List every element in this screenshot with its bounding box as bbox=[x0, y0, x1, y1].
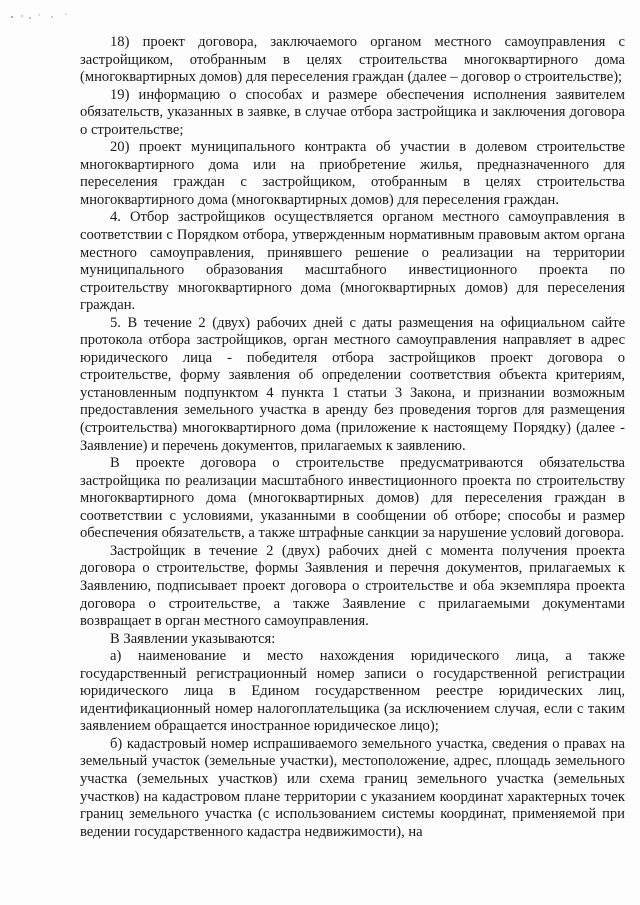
scan-artifact-marks bbox=[8, 8, 78, 22]
application-item-a: а) наименование и место нахождения юридического лица, а также государственный регистрационный номер записи о государственной регистрации юридического лица в Едином государственном реестре юридических лиц, идентификационный номер налогоплательщика (за исключением случая, если с таким заявлением обращается иностранное юридическое лицо); bbox=[80, 648, 625, 735]
list-item-18: 18) проект договора, заключаемого органом местного самоуправления с застройщиком, отобранным в целях строительства многоквартирного дома (многоквартирных домов) для переселения граждан (далее – договор о строительстве); bbox=[80, 34, 625, 86]
application-contents-heading: В Заявлении указываются: bbox=[110, 630, 276, 647]
clause-4: 4. Отбор застройщиков осуществляется органом местного самоуправления в соответствии с Порядком отбора, утвержденным нормативным правовым актом органа местного самоуправления, принявшего решение о реализации на территории муниципального образования масштабного инвестиционного проекта по строительству многоквартирного дома (многоквартирных домов) для переселения граждан. bbox=[80, 209, 625, 314]
list-item-20: 20) проект муниципального контракта об участии в долевом строительстве многоквартирного дома или на приобретение жилья, предназначенного для переселения граждан с застройщиком, отобранным в целях строительства многоквартирного дома (многоквартирных домов) для переселения граждан. bbox=[80, 139, 625, 208]
list-item-19: 19) информацию о способах и размере обеспечения исполнения заявителем обязательств, указанных в заявке, в случае отбора застройщика и заключения договора о строительстве; bbox=[80, 86, 625, 138]
contract-obligations-paragraph: В проекте договора о строительстве предусматриваются обязательства застройщика по реализации масштабного инвестиционного проекта по строительству многоквартирного дома (многоквартирных домов) для переселения граждан в соответствии с условиями, указанными в сообщении об отборе; способы и размер обеспечения обязательств, а также штрафные санкции за нарушение условий договора. bbox=[80, 455, 625, 542]
developer-signing-paragraph: Застройщик в течение 2 (двух) рабочих дней с момента получения проекта договора о строительстве, формы Заявления и перечня документов, прилагаемых к Заявлению, подписывает проект договора о строительстве и оба экземпляра проекта договора о строительстве, а также Заявление с прилагаемыми документами возвращает в орган местного самоуправления. bbox=[80, 542, 625, 630]
clause-5: 5. В течение 2 (двух) рабочих дней с даты размещения на официальном сайте протокола отбора застройщиков, орган местного самоуправления направляет в адрес юридического лица - победителя отбора застройщиков проект договора о строительстве, форму заявления об определении соответствия объекта критериям, установленным подпунктом 4 пункта 1 статьи 3 Закона, и признании возможным предоставления земельного участка в аренду без проведения торгов для размещения (строительства) многоквартирного дома (приложение к настоящему Порядку) (далее - Заявление) и перечень документов, прилагаемых к заявлению. bbox=[80, 314, 625, 454]
document-body bbox=[80, 34, 625, 841]
application-item-b: б) кадастровый номер испрашиваемого земельного участка, сведения о правах на земельный участок (земельные участки), местоположение, адрес, площадь земельного участка (земельных участков) или схема границ земельного участка (земельных участков) на кадастровом плане территории с указанием координат характерных точек границ земельного участка (с использованием системы координат, применяемой при ведении государственного кадастра недвижимости), на bbox=[80, 735, 625, 840]
